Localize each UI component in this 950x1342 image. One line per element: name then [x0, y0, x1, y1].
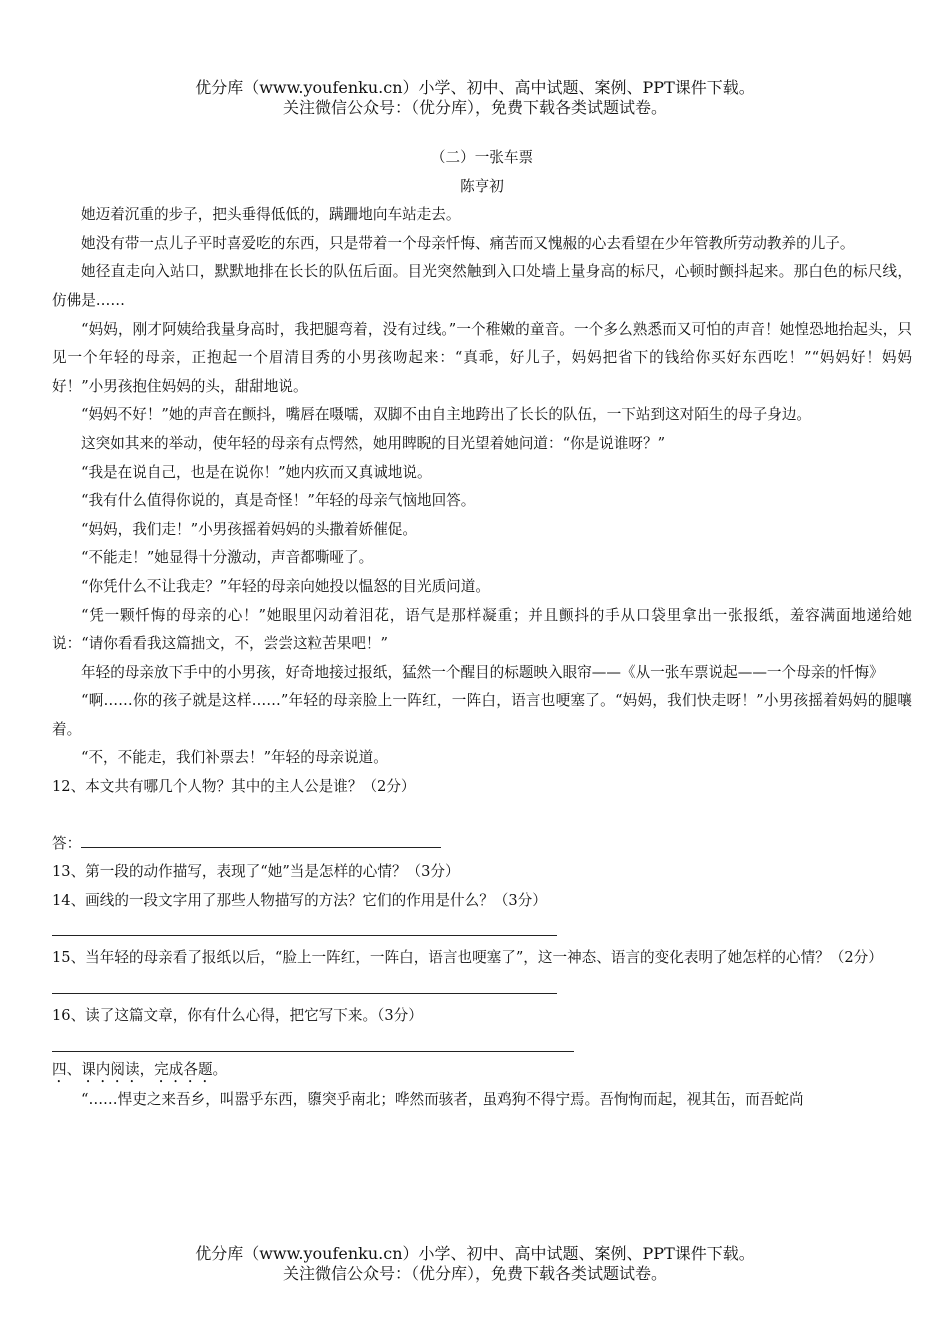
paragraph-11: “你凭什么不让我走？”年轻的母亲向她投以愠怒的目光质问道。	[81, 577, 490, 595]
paragraph-15: “不，不能走，我们补票去！”年轻的母亲说道。	[81, 749, 388, 767]
answer-label: 答：	[52, 834, 82, 852]
paragraph-13: 年轻的母亲放下手中的小男孩，好奇地接过报纸，猛然一个醒目的标题映入眼帘——《从一张车票说起——一个母亲的忏悔》	[81, 663, 884, 681]
question-13: 13、第一段的动作描写，表现了“她”当是怎样的心情？（3分）	[52, 863, 460, 881]
paragraph-5: “妈妈不好！”她的声音在颤抖，嘴唇在嗫嚅，双脚不由自主地跨出了长长的队伍，一下站到这对陌生的母子身边。	[81, 406, 812, 424]
paragraph-10: “不能走！”她显得十分激动，声音都嘶哑了。	[81, 549, 374, 567]
page-footer	[0, 1244, 950, 1284]
question-16: 16、读了这篇文章，你有什么心得，把它写下来。（3分）	[52, 1007, 423, 1025]
question-15: 15、当年轻的母亲看了报纸以后，“脸上一阵红，一阵白，语言也哽塞了”，这一神态、语言的变化表明了她怎样的心情？（2分）	[52, 949, 883, 967]
paragraph-8: “我有什么值得你说的，真是奇怪！”年轻的母亲气恼地回答。	[81, 492, 476, 510]
paragraph-3: 她径直走向入站口，默默地排在长长的队伍后面。目光突然触到入口处墙上量身高的标尺，心顿时颤抖起来。那白色的标尺线，仿佛是……	[52, 263, 912, 309]
paragraph-2: 她没有带一点儿子平时喜爱吃的东西，只是带着一个母亲忏悔、痛苦而又愧赧的心去看望在少年管教所劳动教养的儿子。	[81, 234, 855, 252]
question-12: 12、本文共有哪几个人物？其中的主人公是谁？（2分）	[52, 778, 416, 796]
header-line-2: 关注微信公众号：（优分库），免费下载各类试题试卷。	[282, 98, 667, 117]
spacer	[52, 1031, 912, 1051]
paragraph-6: 这突如其来的举动，使年轻的母亲有点愕然，她用睥睨的目光望着她问道：“你是说谁呀？”	[81, 434, 666, 452]
answer-blank[interactable]	[81, 833, 441, 848]
paragraph-9: “妈妈，我们走！”小男孩摇着妈妈的头撒着娇催促。	[81, 520, 417, 538]
article-title: （二）一张车票	[430, 149, 534, 166]
paragraph-12: “凭一颗忏悔的母亲的心！”她眼里闪动着泪花，语气是那样凝重；并且颤抖的手从口袋里拿出一张报纸，羞容满面地递给她说：“请你看看我这篇拙文，不，尝尝这粒苦果吧！”	[52, 606, 912, 653]
answer-line-12	[52, 830, 912, 859]
paragraph-7: “我是在说自己，也是在说你！”她内疚而又真诚地说。	[81, 463, 432, 481]
spacer	[52, 994, 912, 1002]
paragraph-4: “妈妈，刚才阿姨给我量身高时，我把腿弯着，没有过线。”一个稚嫩的童音。一个多么熟悉而又可怕的声音！她惶恐地抬起头，只见一个年轻的母亲，正抱起一个眉清目秀的小男孩吻起来：“真乖，好儿子，妈妈把省下的钱给你买好东西吃！”“妈妈好！妈妈好！”小男孩抱住妈妈的头，甜甜地说。	[52, 320, 912, 395]
spacer	[52, 936, 912, 944]
paragraph-1: 她迈着沉重的步子，把头垂得低低的，蹒跚地向车站走去。	[81, 206, 461, 224]
page-header	[0, 78, 950, 118]
header-line-1: 优分库（www.youfenku.cn）小学、初中、高中试题、案例、PPT课件下载。	[195, 78, 755, 97]
spacer	[52, 915, 912, 935]
document-body	[52, 144, 912, 1114]
section-4-text: “……悍吏之来吾乡，叫嚣乎东西，隳突乎南北；哗然而骇者，虽鸡狗不得宁焉。吾恂恂而起，视其缶，而吾蛇尚	[81, 1090, 804, 1108]
footer-line-1: 优分库（www.youfenku.cn）小学、初中、高中试题、案例、PPT课件下载。	[195, 1244, 755, 1263]
section-4-heading: 四、课内阅读，完成各题。	[52, 1060, 228, 1078]
article-author: 陈亨初	[460, 177, 504, 195]
paragraph-14: “啊……你的孩子就是这样……”年轻的母亲脸上一阵红，一阵白，语言也哽塞了。“妈妈，我们快走呀！”小男孩摇着妈妈的腿嚷着。	[52, 692, 912, 738]
footer-line-2: 关注微信公众号：（优分库），免费下载各类试题试卷。	[282, 1264, 667, 1283]
spacer	[52, 973, 912, 993]
spacer	[52, 802, 912, 830]
question-14: 14、画线的一段文字用了那些人物描写的方法？它们的作用是什么？（3分）	[52, 891, 547, 909]
